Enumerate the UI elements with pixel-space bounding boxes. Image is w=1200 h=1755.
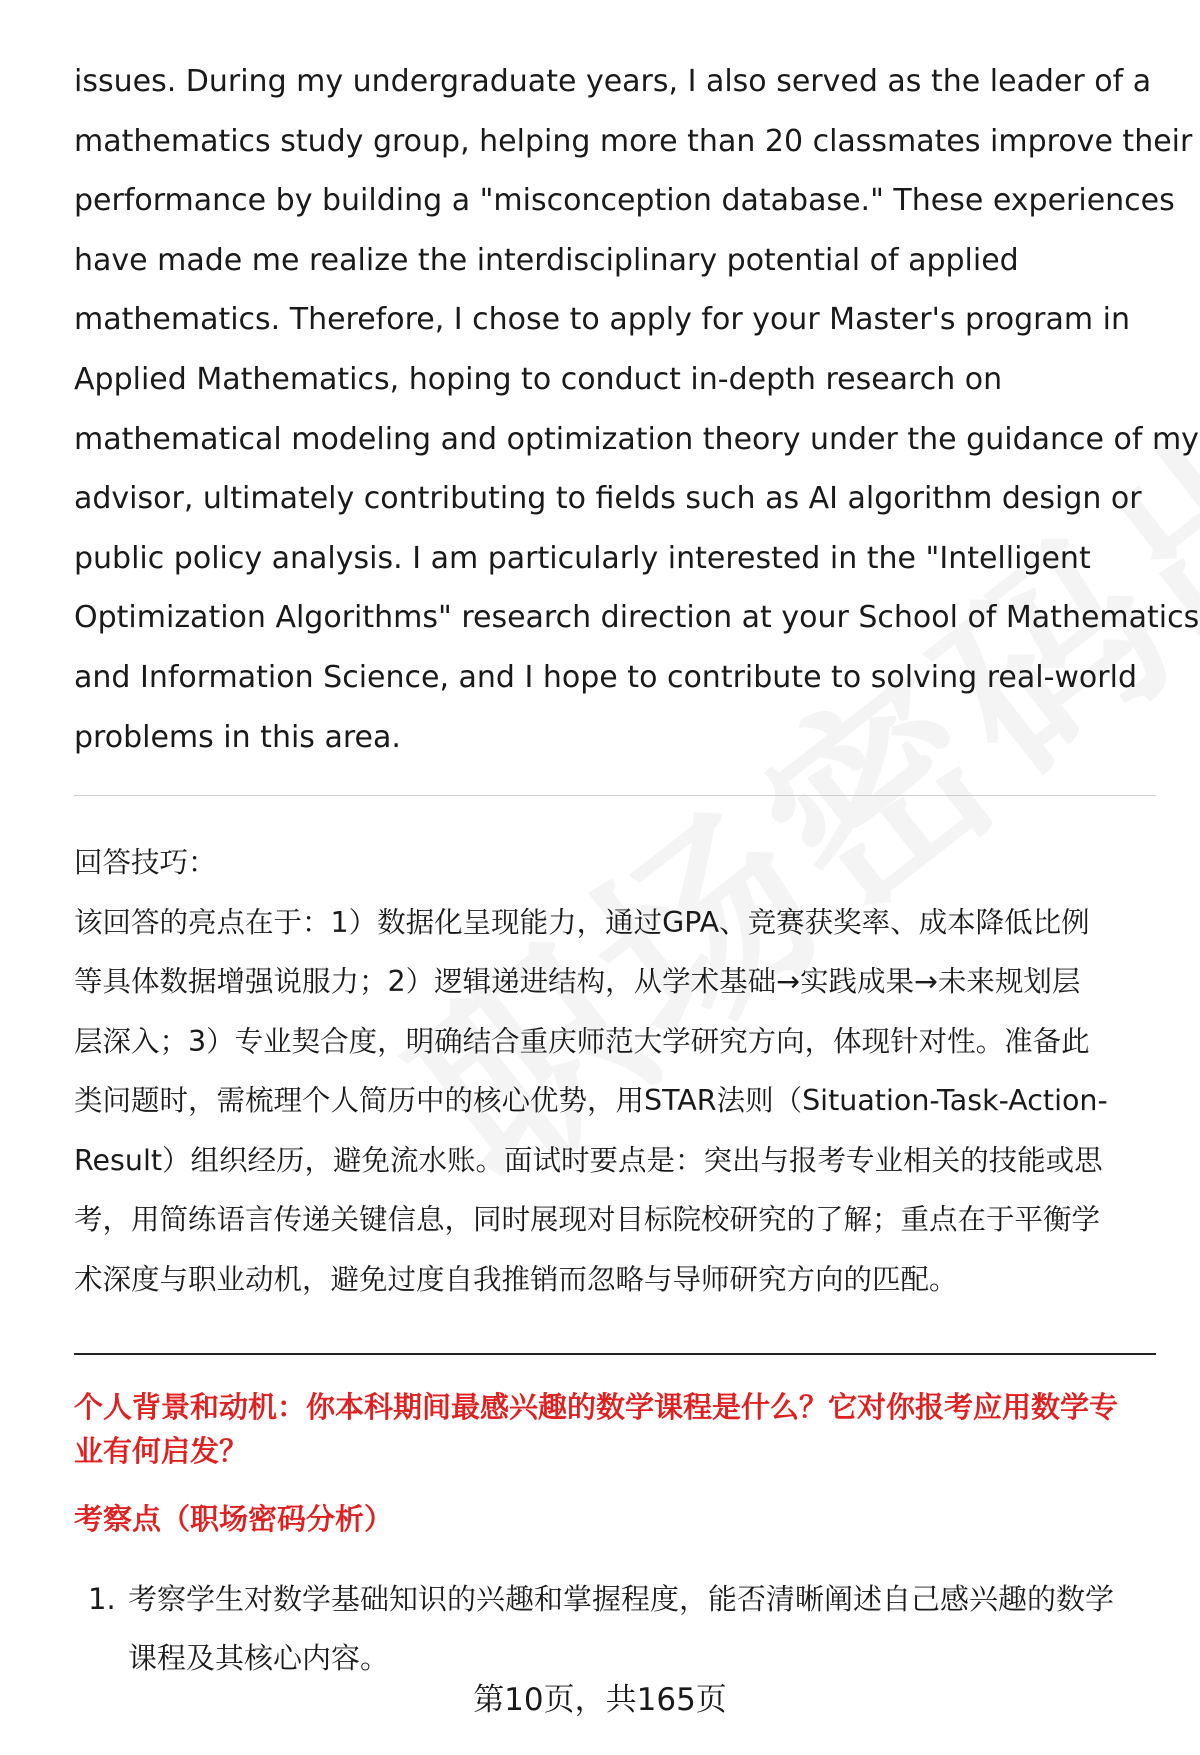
essay-line: mathematical modeling and optimization theory under the guidance of my [74,421,1199,457]
list-item-text [128,1570,1168,1688]
essay-line: advisor, ultimately contributing to fields such as AI algorithm design or [74,481,1142,517]
list-item-number: 1. [88,1582,116,1616]
analysis-title: 考察点（职场密码分析） [74,1502,394,1536]
tips-line: 术深度与职业动机，避免过度自我推销而忽略与导师研究方向的匹配。 [74,1262,958,1296]
essay-line: public policy analysis. I am particularly interested in the "Intelligent [74,540,1091,576]
page-number-footer: 第10页，共165页 [473,1682,727,1718]
tips-line: Result）组织经历，避免流水账。面试时要点是：突出与报考专业相关的技能或思 [74,1143,1103,1177]
tips-line: 该回答的亮点在于：1）数据化呈现能力，通过GPA、竞赛获奖率、成本降低比例 [74,905,1090,939]
essay-line: Optimization Algorithms" research direction at your School of Mathematics [74,600,1200,636]
tips-line: 层深入；3）专业契合度，明确结合重庆师范大学研究方向，体现针对性。准备此 [74,1024,1090,1058]
essay-paragraph [74,52,1200,767]
list-item-line: 课程及其核心内容。 [128,1641,390,1675]
list-item-line: 考察学生对数学基础知识的兴趣和掌握程度，能否清晰阐述自己感兴趣的数学 [128,1582,1115,1616]
tips-heading: 回答技巧： [74,846,217,879]
essay-line: problems in this area. [74,719,401,755]
interview-question [74,1385,1164,1473]
essay-line: performance by building a "misconception database." These experiences [74,183,1175,219]
tips-line: 类问题时，需梳理个人简历中的核心优势，用STAR法则（Situation-Task-Action- [74,1084,1108,1117]
section-divider-dark [74,1353,1156,1355]
essay-line: mathematics study group, helping more than 20 classmates improve their [74,123,1193,159]
essay-line: issues. During my undergraduate years, I also served as the leader of a [74,64,1152,99]
section-divider-light [74,795,1156,796]
question-line: 业有何启发？ [74,1434,249,1468]
essay-line: have made me realize the interdisciplinary potential of applied [74,242,1019,278]
tips-line: 考，用简练语言传递关键信息，同时展现对目标院校研究的了解；重点在于平衡学 [74,1203,1101,1236]
tips-line: 等具体数据增强说服力；2）逻辑递进结构，从学术基础→实践成果→未来规划层 [74,965,1081,998]
essay-line: mathematics. Therefore, I chose to apply for your Master's program in [74,302,1130,338]
answer-tips [74,833,1164,1309]
essay-line: Applied Mathematics, hoping to conduct in-depth research on [74,361,1003,397]
essay-line: and Information Science, and I hope to contribute to solving real-world [74,659,1137,695]
question-line: 个人背景和动机：你本科期间最感兴趣的数学课程是什么？它对你报考应用数学专 [74,1390,1119,1424]
